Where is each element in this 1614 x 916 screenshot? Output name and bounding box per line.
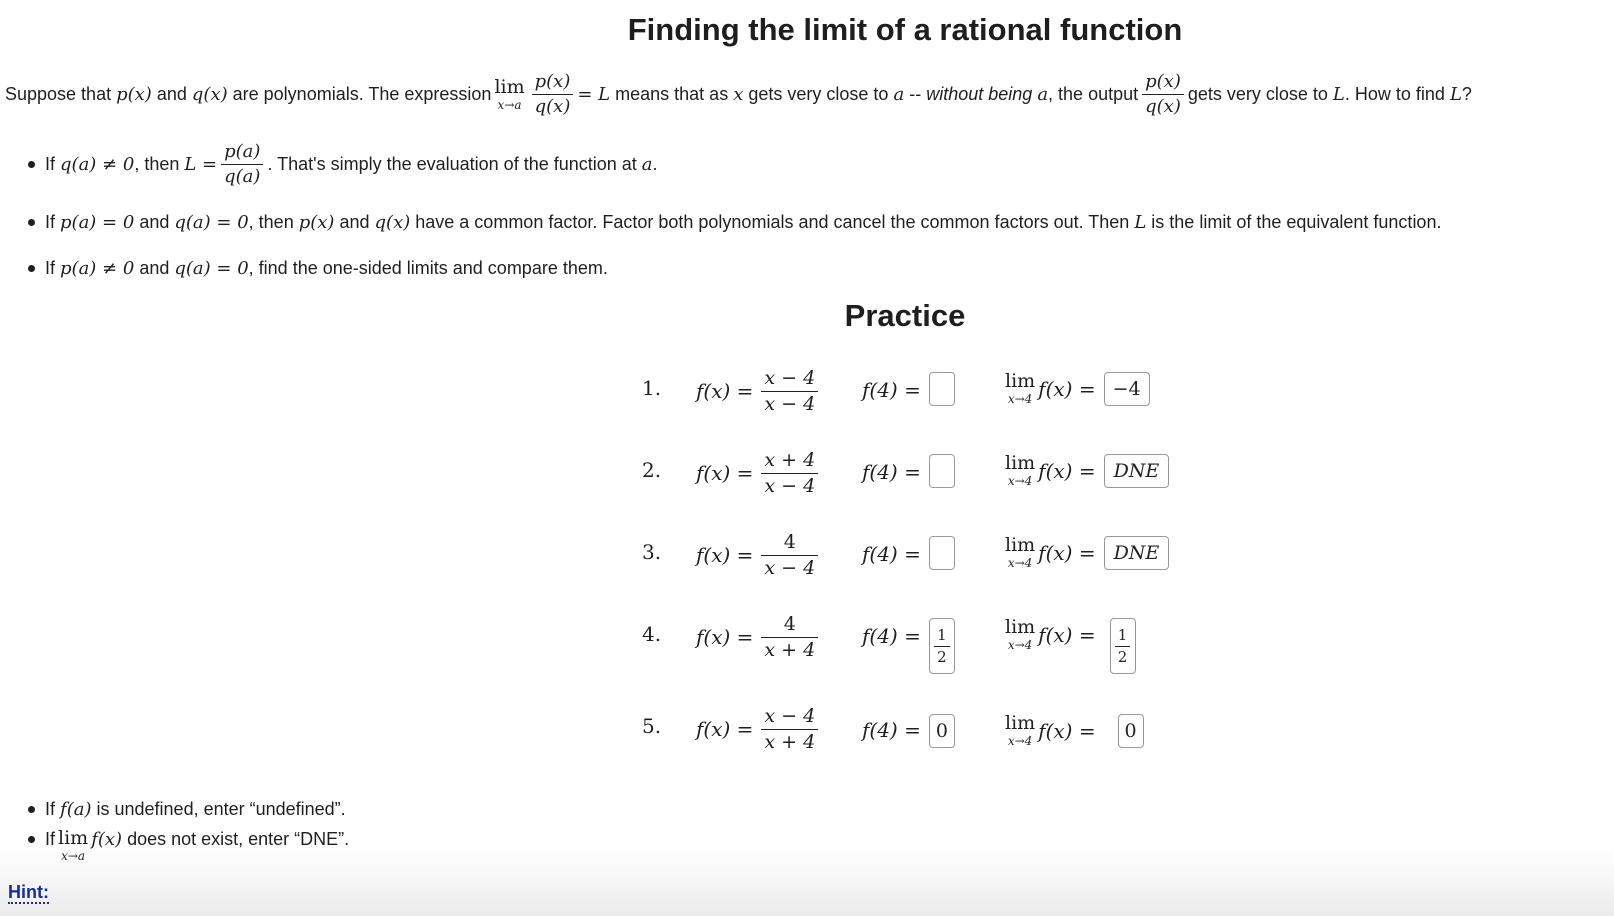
intro-text: . How to find (1344, 83, 1445, 104)
math-expression: p(a) ≠ 0 (60, 257, 135, 279)
rule-bullet (28, 210, 1441, 234)
lim-word: lim (1005, 370, 1036, 392)
limit-group (1002, 536, 1169, 570)
fraction-denominator: x − 4 (761, 473, 818, 497)
bullet-dot (28, 806, 35, 813)
problem-number: 5. (642, 714, 662, 738)
function-fraction (761, 706, 818, 753)
rule-bullet (28, 136, 658, 192)
function-label: f(x) = (696, 461, 754, 486)
f-of-4-label: f(4) = (862, 378, 921, 402)
fraction-denominator: x + 4 (761, 637, 818, 661)
intro-emphasis: without being (926, 83, 1033, 104)
limit-function: f(x) = (1038, 458, 1096, 483)
math-expression: q(a) = 0 (174, 257, 249, 279)
function-label: f(x) = (696, 717, 754, 742)
limit-answer-box[interactable]: −4 (1104, 372, 1150, 406)
fraction-denominator: 2 (1115, 646, 1131, 666)
math-L: L (1134, 211, 1147, 233)
limit-label (1002, 714, 1096, 747)
limit-label (1002, 618, 1096, 651)
lim-subscript: x→4 (1007, 474, 1033, 488)
intro-text: are polynomials. The expression (232, 83, 492, 104)
f-of-4-answer-box[interactable] (929, 536, 955, 570)
problem-number: 1. (642, 376, 662, 400)
instruction-text: If (45, 828, 56, 849)
limit-group (1002, 454, 1169, 488)
function-definition (696, 614, 822, 661)
bullet-text: is the limit of the equivalent function. (1151, 211, 1442, 232)
lim-word: lim (1005, 712, 1036, 734)
fraction-numerator: 4 (783, 531, 796, 553)
bullet-text: and (339, 211, 370, 232)
limit-group (1002, 372, 1150, 406)
fraction-denominator: x − 4 (761, 555, 818, 579)
lim-subscript: x→4 (1007, 556, 1033, 570)
function-definition (696, 368, 822, 415)
f-of-4-answer-box[interactable] (929, 372, 955, 406)
f-of-4-label: f(4) = (862, 624, 921, 648)
limit-label (1002, 536, 1096, 569)
function-label: f(x) = (696, 543, 754, 568)
intro-text: ? (1461, 83, 1472, 104)
bullet-text: , then (134, 153, 180, 174)
fraction-p-over-q (532, 72, 574, 117)
f-of-4-label: f(4) = (862, 460, 921, 484)
f-of-4-answer-box[interactable] (929, 454, 955, 488)
math-p-x: p(x) (116, 83, 152, 105)
fraction-numerator: x − 4 (764, 367, 816, 389)
bullet-text: and (139, 257, 170, 278)
math-expression: f(a) (60, 798, 92, 820)
bullet-text: , then (248, 211, 294, 232)
function-definition (696, 532, 822, 579)
limit-expression (1005, 372, 1035, 405)
lim-word: lim (1005, 616, 1036, 638)
lim-subscript: x→4 (1007, 734, 1033, 748)
math-a: a (1037, 83, 1049, 105)
function-fraction (761, 450, 818, 497)
math-expression: q(a) ≠ 0 (60, 153, 135, 175)
bullet-text: , find the one-sided limits and compare them. (248, 257, 608, 278)
practice-row (0, 614, 1614, 694)
f-of-4-group (862, 714, 955, 748)
problem-number: 4. (642, 622, 662, 646)
limit-answer-box[interactable]: DNE (1104, 536, 1170, 570)
problem-number: 3. (642, 540, 662, 564)
limit-expression (1005, 536, 1035, 569)
intro-text: , the output (1048, 83, 1139, 104)
fraction-denominator: q(x) (532, 94, 574, 117)
bullet-text: If (45, 211, 56, 232)
bullet-text: . That's simply the evaluation of the function at (267, 153, 637, 174)
math-a: a (641, 153, 653, 175)
fraction-p-over-q (1142, 72, 1184, 117)
math-L: L (1449, 83, 1462, 105)
limit-function: f(x) = (1038, 622, 1096, 647)
bullet-text: and (139, 211, 170, 232)
fraction-numerator: x − 4 (764, 705, 816, 727)
f-of-4-group (862, 618, 955, 674)
math-a: a (893, 83, 905, 105)
limit-answer-box[interactable]: 0 (1118, 714, 1144, 748)
practice-row (0, 368, 1614, 448)
practice-row (0, 532, 1614, 612)
practice-title: Practice (844, 298, 966, 333)
intro-text: gets very close to (748, 83, 889, 104)
instruction-text: If (45, 798, 56, 819)
bullet-text: have a common factor. Factor both polynomials and cancel the common factors out. Then (415, 211, 1130, 232)
intro-text: -- (909, 83, 922, 104)
lim-word: lim (58, 826, 89, 849)
fraction-numerator: 1 (1117, 626, 1128, 644)
intro-text: means that as (615, 83, 729, 104)
fraction-numerator: p(x) (534, 70, 571, 92)
limit-answer-box[interactable] (1110, 618, 1136, 674)
bullet-dot (28, 161, 35, 168)
math-L: L (1332, 83, 1345, 105)
limit-function: f(x) = (1038, 718, 1096, 743)
instruction-item (28, 822, 350, 863)
limit-function: f(x) = (1038, 376, 1096, 401)
math-expression: L = (184, 153, 218, 175)
practice-row (0, 450, 1614, 530)
fraction-numerator: p(x) (1145, 70, 1181, 92)
bullet-dot (28, 265, 35, 272)
f-of-4-answer-box[interactable]: 0 (929, 714, 955, 748)
f-of-4-group (862, 372, 955, 406)
page-title: Finding the limit of a rational function (627, 12, 1183, 47)
problem-number: 2. (642, 458, 662, 482)
math-equals-L: = L (577, 83, 611, 105)
lim-word: lim (494, 75, 525, 98)
fraction-numerator: 1 (937, 626, 947, 644)
lim-subscript: x→a (61, 848, 86, 863)
limit-label (1002, 454, 1096, 487)
lim-word: lim (1005, 534, 1036, 556)
limit-function: f(x) = (1038, 540, 1096, 565)
bullet-dot (28, 219, 35, 226)
intro-paragraph (5, 66, 1472, 122)
limit-label (1002, 372, 1096, 405)
fraction-denominator: x + 4 (761, 729, 818, 753)
f-of-4-label: f(4) = (862, 718, 921, 742)
intro-text: Suppose that (5, 83, 112, 104)
instruction-text: does not exist, enter “DNE”. (127, 828, 350, 849)
lim-subscript: x→4 (1007, 638, 1033, 652)
function-label: f(x) = (696, 625, 754, 650)
hint-link[interactable]: Hint: (8, 882, 49, 902)
bullet-text: If (45, 257, 56, 278)
lim-subscript: x→a (497, 97, 522, 112)
math-expression: q(a) = 0 (174, 211, 249, 233)
f-of-4-group (862, 454, 955, 488)
math-expression: p(a) = 0 (60, 211, 135, 233)
fraction-pa-over-qa (221, 142, 263, 187)
limit-expression (1005, 454, 1035, 487)
bullet-dot (28, 836, 35, 843)
function-fraction (761, 614, 818, 661)
fraction-denominator: x − 4 (761, 391, 818, 415)
f-of-4-group (862, 536, 955, 570)
limit-group (1002, 618, 1136, 674)
fraction-denominator: q(x) (1142, 94, 1184, 117)
bullet-text: . (652, 153, 658, 174)
intro-text: gets very close to (1187, 83, 1328, 104)
limit-answer-box[interactable]: DNE (1104, 454, 1170, 488)
fraction-numerator: p(a) (224, 140, 261, 162)
limit-expression (1005, 618, 1035, 651)
limit-expression (494, 75, 525, 112)
instruction-text: is undefined, enter “undefined”. (96, 798, 346, 819)
math-q-x: q(x) (191, 83, 228, 105)
function-definition (696, 450, 822, 497)
lim-word: lim (1005, 452, 1036, 474)
math-expression: q(x) (374, 211, 411, 233)
instruction-item (28, 796, 349, 822)
rule-bullet (28, 256, 608, 280)
lim-subscript: x→4 (1007, 392, 1033, 406)
answer-fraction (934, 627, 950, 665)
fraction-numerator: 4 (783, 613, 796, 635)
f-of-4-label: f(4) = (862, 542, 921, 566)
fraction-denominator: 2 (934, 646, 950, 666)
practice-row (0, 706, 1614, 786)
fraction-denominator: q(a) (221, 164, 263, 187)
math-x: x (733, 83, 744, 105)
intro-text: and (156, 83, 187, 104)
bullet-text: If (45, 153, 56, 174)
fraction-numerator: x + 4 (764, 449, 816, 471)
math-expression: p(x) (298, 211, 335, 233)
function-label: f(x) = (696, 379, 754, 404)
answer-instructions (28, 796, 350, 863)
limit-group (1002, 714, 1144, 748)
math-expression: f(x) (91, 828, 123, 850)
function-definition (696, 706, 822, 753)
function-fraction (761, 532, 818, 579)
f-of-4-answer-box[interactable] (929, 618, 955, 674)
answer-fraction (1115, 627, 1131, 665)
limit-expression (1005, 714, 1035, 747)
limit-expression (58, 826, 89, 863)
function-fraction (761, 368, 818, 415)
